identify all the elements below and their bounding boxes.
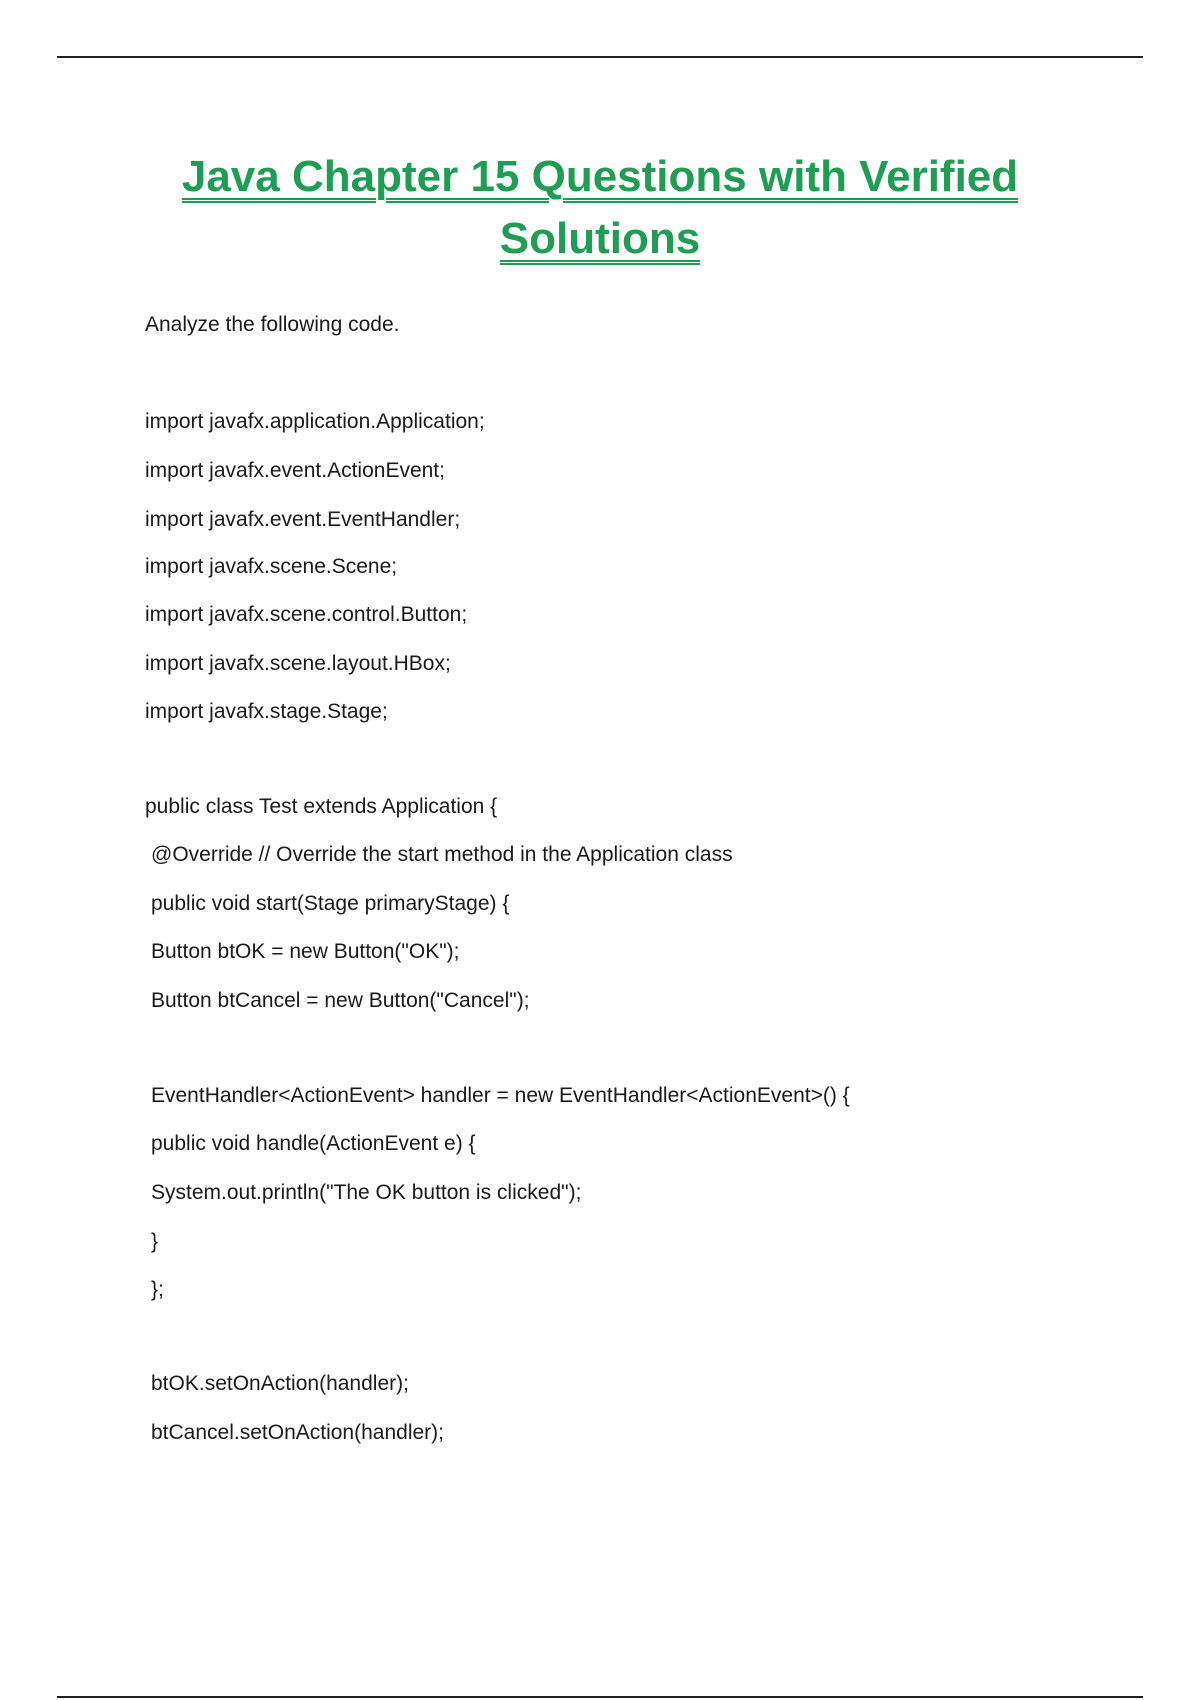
code-line-close-brace-semicolon: };	[151, 1278, 164, 1301]
code-line-import-application: import javafx.application.Application;	[145, 410, 485, 433]
code-line-import-actionevent: import javafx.event.ActionEvent;	[145, 459, 445, 482]
code-line-btcancel: Button btCancel = new Button("Cancel");	[151, 989, 530, 1012]
code-line-btcancel-setonaction: btCancel.setOnAction(handler);	[151, 1421, 444, 1444]
document-title: Java Chapter 15 Questions with Verified Solutions	[181, 152, 1019, 263]
intro-text: Analyze the following code.	[145, 313, 400, 336]
code-line-close-brace: }	[151, 1230, 159, 1253]
code-line-println: System.out.println("The OK button is clicked");	[151, 1181, 582, 1204]
code-line-import-eventhandler: import javafx.event.EventHandler;	[145, 508, 461, 531]
code-line-handle-method: public void handle(ActionEvent e) {	[151, 1132, 476, 1155]
code-line-btok: Button btOK = new Button("OK");	[151, 940, 460, 963]
code-line-import-hbox: import javafx.scene.layout.HBox;	[145, 652, 451, 675]
code-line-handler-declaration: EventHandler<ActionEvent> handler = new EventHandler<ActionEvent>() {	[151, 1084, 850, 1107]
code-line-class-declaration: public class Test extends Application {	[145, 795, 498, 818]
bottom-rule	[57, 1696, 1143, 1698]
code-line-import-scene: import javafx.scene.Scene;	[145, 555, 398, 578]
code-line-btok-setonaction: btOK.setOnAction(handler);	[151, 1372, 409, 1395]
code-line-override: @Override // Override the start method in the Application class	[151, 843, 733, 866]
code-line-import-stage: import javafx.stage.Stage;	[145, 700, 388, 723]
code-line-import-button: import javafx.scene.control.Button;	[145, 603, 468, 626]
top-rule	[57, 56, 1143, 58]
code-line-start-method: public void start(Stage primaryStage) {	[151, 892, 510, 915]
